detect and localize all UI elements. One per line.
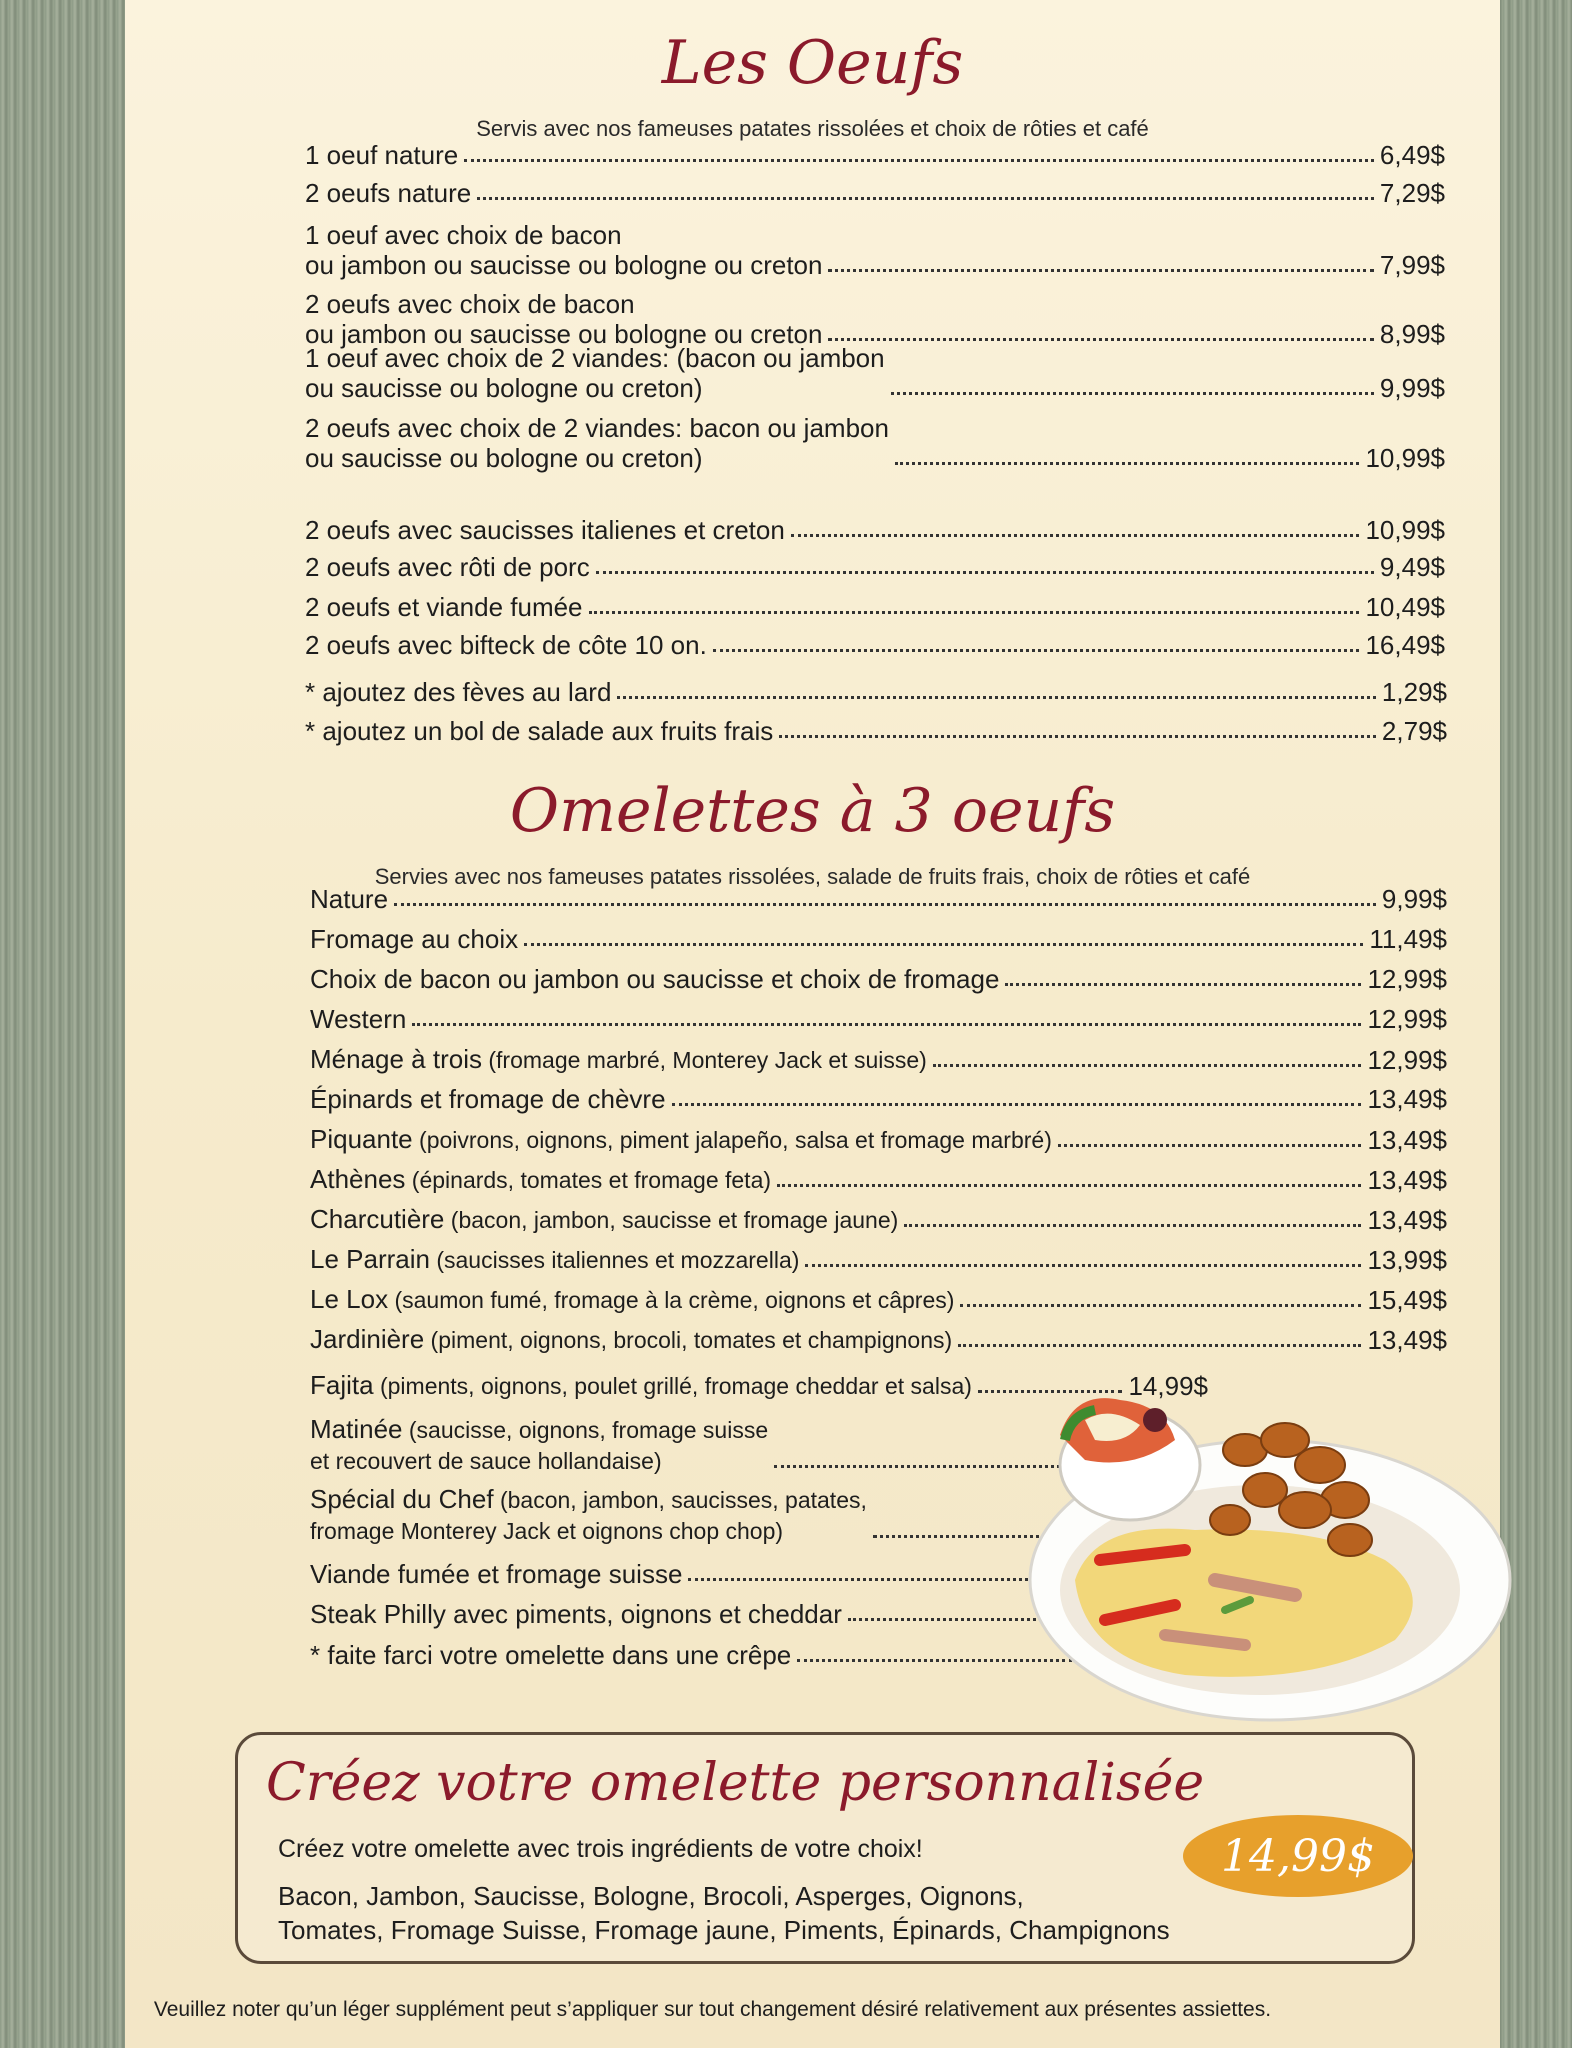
item-price: 13,49$: [1367, 1084, 1447, 1114]
item-name: Athènes (épinards, tomates et fromage feta): [310, 1164, 772, 1194]
item-name: 2 oeufs avec bifteck de côte 10 on.: [305, 630, 707, 660]
omelette-plate-photo: [1015, 1380, 1515, 1725]
dot-leader: [524, 943, 1363, 946]
item-price: 7,99$: [1379, 250, 1445, 280]
oeufs-item: [305, 677, 1447, 707]
item-name: 2 oeufs avec rôti de porc: [305, 552, 590, 582]
item-note: (saucisse, oignons, fromage suisse et recouvert de sauce hollandaise): [310, 1417, 769, 1474]
item-name: * ajoutez des fèves au lard: [305, 677, 612, 707]
item-price: 8,99$: [1379, 319, 1445, 349]
omelettes-title: Omelettes à 3 oeufs: [509, 776, 1116, 846]
footnote: Veuillez noter qu’un léger supplément peut s’appliquer sur tout changement désiré relativement aux présentes assiettes.: [153, 1998, 1272, 2021]
omelettes-item: [310, 1484, 1133, 1546]
item-name: 1 oeuf avec choix de bacon ou jambon ou saucisse ou bologne ou creton: [305, 220, 823, 280]
custom-title: Créez votre omelette personnalisée: [266, 1753, 1205, 1813]
oeufs-item: [305, 220, 1445, 280]
item-name: 2 oeufs nature: [305, 178, 472, 208]
dot-leader: [791, 534, 1360, 537]
dot-leader: [1005, 983, 1361, 986]
item-name: Viande fumée et fromage suisse: [310, 1559, 683, 1589]
item-note: (poivrons, oignons, piment jalapeño, salsa et fromage marbré): [412, 1127, 1052, 1153]
oeufs-subtitle: Servis avec nos fameuses patates rissolées et choix de rôties et café: [476, 116, 1149, 141]
item-price: 14,99$: [1128, 1371, 1208, 1401]
omelettes-item: [310, 964, 1447, 994]
item-price: 16,49$: [1365, 630, 1445, 660]
item-price: 13,49$: [1367, 1125, 1447, 1155]
dot-leader: [1058, 1144, 1362, 1147]
omelettes-item: [310, 884, 1447, 914]
item-note: (bacon, jambon, saucisse et fromage jaune): [444, 1207, 899, 1233]
dot-leader: [688, 1578, 1047, 1581]
omelettes-item: [310, 1084, 1447, 1114]
item-note: (saucisses italiennes et mozzarella): [429, 1247, 800, 1273]
item-price: 9,99$: [1379, 373, 1445, 403]
item-price: 10,99$: [1365, 443, 1445, 473]
dot-leader: [589, 611, 1360, 614]
item-price: 2,79$: [1381, 716, 1447, 746]
item-name: Choix de bacon ou jambon ou saucisse et choix de fromage: [310, 964, 1000, 994]
oeufs-item: [305, 515, 1445, 545]
item-name: Charcutière (bacon, jambon, saucisse et fromage jaune): [310, 1204, 899, 1234]
item-price: 6,49$: [1379, 140, 1445, 170]
item-name: 1 oeuf nature: [305, 140, 459, 170]
oeufs-item: [305, 716, 1447, 746]
custom-ingredients: Bacon, Jambon, Saucisse, Bologne, Brocoli, Asperges, Oignons, Tomates, Fromage Suisse, Fromage jaune, Piments, Épinards, Champignons: [278, 1881, 1170, 1945]
omelettes-item: [310, 1164, 1447, 1195]
custom-omelette-box: [235, 1732, 1415, 1964]
item-name: Ménage à trois (fromage marbré, Monterey Jack et suisse): [310, 1044, 927, 1074]
dot-leader: [394, 903, 1376, 906]
omelettes-item: [310, 1559, 1133, 1589]
dot-leader: [828, 269, 1373, 272]
dot-leader: [713, 649, 1360, 652]
item-note: (piment, oignons, brocoli, tomates et champignons): [424, 1327, 953, 1353]
oeufs-item: [305, 552, 1445, 582]
item-price: 7,29$: [1379, 178, 1445, 208]
item-name: Épinards et fromage de chèvre: [310, 1084, 666, 1114]
item-name: Jardinière (piment, oignons, brocoli, tomates et champignons): [310, 1324, 953, 1354]
item-name: Matinée (saucisse, oignons, fromage suisse et recouvert de sauce hollandaise): [310, 1414, 769, 1474]
item-name: 2 oeufs avec choix de bacon ou jambon ou saucisse ou bologne ou creton: [305, 289, 823, 349]
item-name: Fajita (piments, oignons, poulet grillé, fromage cheddar et salsa): [310, 1370, 972, 1400]
oeufs-item: [305, 140, 1445, 170]
item-name: * faite farci votre omelette dans une crêpe: [310, 1640, 792, 1670]
dot-leader: [464, 159, 1374, 162]
item-price: 1,29$: [1381, 677, 1447, 707]
oeufs-item: [305, 343, 1445, 403]
omelettes-item: [310, 1599, 1133, 1629]
dot-leader: [828, 338, 1373, 341]
item-name: 2 oeufs avec saucisses italienes et creton: [305, 515, 785, 545]
item-note: (épinards, tomates et fromage feta): [405, 1167, 772, 1193]
item-price: 9,99$: [1381, 884, 1447, 914]
item-name: Le Lox (saumon fumé, fromage à la crème, oignons et câpres): [310, 1284, 955, 1314]
custom-price-badge: 14,99$: [1183, 1815, 1413, 1897]
omelettes-item: [310, 1324, 1447, 1355]
omelettes-item: [310, 924, 1447, 954]
item-price: 12,99$: [1367, 1045, 1447, 1075]
item-price: 13,49$: [1367, 1325, 1447, 1355]
omelettes-item: [310, 1044, 1447, 1075]
oeufs-title: Les Oeufs: [661, 28, 964, 98]
dot-leader: [672, 1103, 1362, 1106]
item-price: 12,99$: [1367, 1004, 1447, 1034]
item-price: 11,49$: [1369, 924, 1447, 954]
oeufs-item: [305, 289, 1445, 349]
dot-leader: [958, 1344, 1361, 1347]
item-name: 1 oeuf avec choix de 2 viandes: (bacon ou jambon ou saucisse ou bologne ou creton): [305, 343, 885, 403]
oeufs-item: [305, 413, 1445, 473]
item-name: Le Parrain (saucisses italiennes et mozzarella): [310, 1244, 800, 1274]
item-price: 13,99$: [1367, 1245, 1447, 1275]
item-name: Western: [310, 1004, 407, 1034]
dot-leader: [805, 1264, 1361, 1267]
item-note: (piments, oignons, poulet grillé, fromage cheddar et salsa): [373, 1373, 972, 1399]
item-note: (fromage marbré, Monterey Jack et suisse): [481, 1047, 927, 1073]
item-name: Piquante (poivrons, oignons, piment jalapeño, salsa et fromage marbré): [310, 1124, 1052, 1154]
dot-leader: [617, 696, 1376, 699]
item-price: 13,49$: [1367, 1205, 1447, 1235]
dot-leader: [412, 1023, 1361, 1026]
omelettes-item: [310, 1204, 1447, 1235]
oeufs-item: [305, 592, 1445, 622]
item-name: Fromage au choix: [310, 924, 519, 954]
item-price: 10,99$: [1365, 515, 1445, 545]
item-price: 9,49$: [1379, 552, 1445, 582]
omelettes-subtitle: Servies avec nos fameuses patates rissolées, salade de fruits frais, choix de rôties et café: [374, 864, 1251, 889]
item-price: 10,49$: [1365, 592, 1445, 622]
item-note: (saumon fumé, fromage à la crème, oignons et câpres): [388, 1287, 955, 1313]
item-price: 12,99$: [1367, 964, 1447, 994]
dot-leader: [596, 571, 1374, 574]
item-name: Spécial du Chef (bacon, jambon, saucisses, patates, fromage Monterey Jack et oignons chop chop): [310, 1484, 867, 1544]
oeufs-item: [305, 178, 1445, 208]
dot-leader: [891, 392, 1374, 395]
item-name: Steak Philly avec piments, oignons et cheddar: [310, 1599, 842, 1629]
dot-leader: [904, 1224, 1361, 1227]
dot-leader: [895, 462, 1360, 465]
item-name: * ajoutez un bol de salade aux fruits frais: [305, 716, 774, 746]
item-name: 2 oeufs et viande fumée: [305, 592, 583, 622]
item-price: 13,49$: [1367, 1165, 1447, 1195]
dot-leader: [779, 735, 1376, 738]
item-name: Nature: [310, 884, 389, 914]
omelettes-item: [310, 1124, 1447, 1155]
omelettes-item: [310, 1004, 1447, 1034]
dot-leader: [477, 197, 1374, 200]
item-note: (bacon, jambon, saucisses, patates, fromage Monterey Jack et oignons chop chop): [310, 1487, 867, 1544]
omelettes-item: [310, 1244, 1447, 1275]
dot-leader: [960, 1304, 1361, 1307]
dot-leader: [777, 1184, 1361, 1187]
custom-description: Créez votre omelette avec trois ingrédients de votre choix!: [278, 1835, 923, 1863]
item-price: 15,49$: [1367, 1285, 1447, 1315]
item-name: 2 oeufs avec choix de 2 viandes: bacon ou jambon ou saucisse ou bologne ou creton): [305, 413, 889, 473]
dot-leader: [933, 1064, 1362, 1067]
omelettes-item: [310, 1284, 1447, 1315]
oeufs-item: [305, 630, 1445, 660]
